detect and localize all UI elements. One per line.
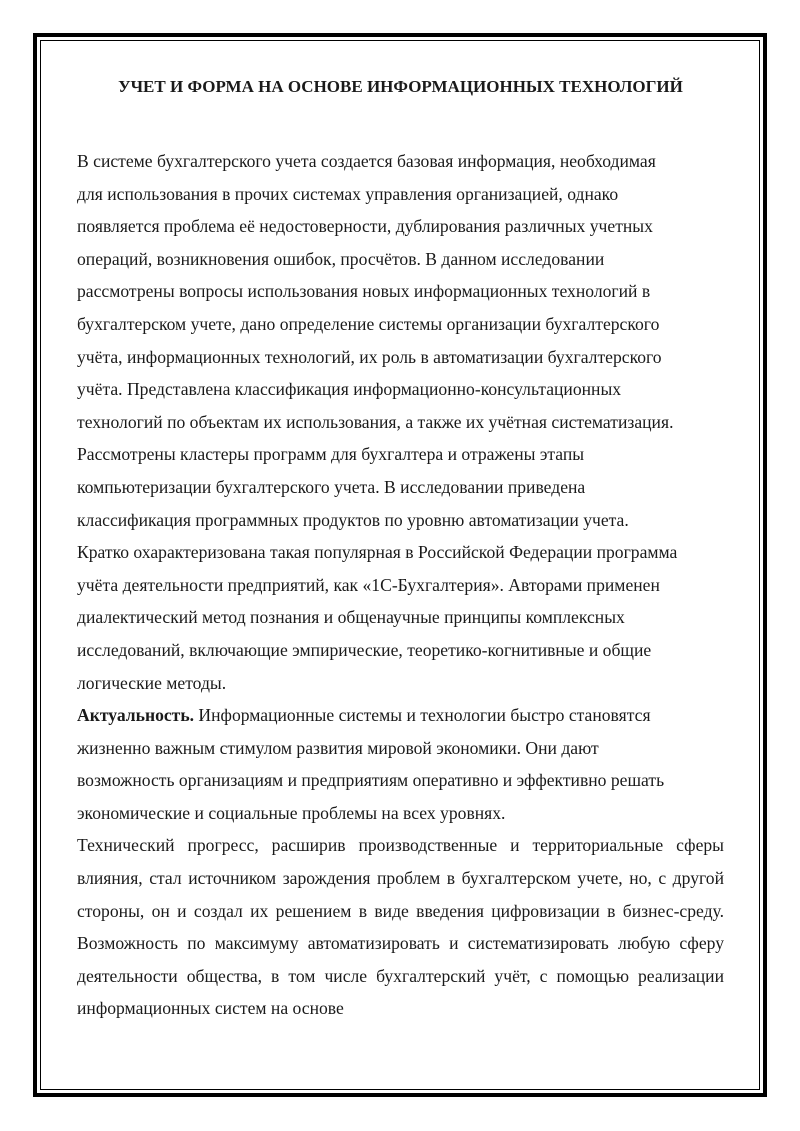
abstract-line: компьютеризации бухгалтерского учета. В исследовании приведена: [77, 476, 586, 497]
abstract-line: В системе бухгалтерского учета создается базовая информация, необходимая: [77, 151, 656, 171]
abstract-line: логические методы.: [77, 672, 227, 693]
abstract-line: появляется проблема её недостоверности, дублирования различных учетных: [77, 216, 653, 237]
abstract-line: для использования в прочих системах управления организацией, однако: [77, 183, 619, 204]
abstract-line: Рассмотрены кластеры программ для бухгалтера и отражены этапы: [77, 444, 585, 465]
relevance-label: Актуальность.: [77, 705, 195, 726]
relevance-line: Информационные системы и технологии быстро становятся: [194, 705, 651, 726]
abstract-line: операций, возникновения ошибок, просчётов. В данном исследовании: [77, 248, 605, 269]
abstract-line: бухгалтерском учете, дано определение системы организации бухгалтерского: [77, 313, 660, 334]
relevance-line: возможность организациям и предприятиям оперативно и эффективно решать: [77, 770, 665, 791]
abstract-line: классификация программных продуктов по уровню автоматизации учета.: [77, 509, 629, 530]
abstract-line: учёта, информационных технологий, их роль в автоматизации бухгалтерского: [77, 346, 662, 367]
document-body: [77, 70, 724, 1025]
abstract-line: Кратко охарактеризована такая популярная в Российской Федерации программа: [77, 542, 678, 563]
document-title: УЧЕТ И ФОРМА НА ОСНОВЕ ИНФОРМАЦИОННЫХ ТЕХНОЛОГИЙ: [118, 77, 683, 96]
abstract-line: исследований, включающие эмпирические, теоретико-когнитивные и общие: [77, 639, 652, 660]
abstract-line: технологий по объектам их использования, а также их учётная систематизация.: [77, 411, 674, 432]
relevance-paragraph: [77, 699, 724, 829]
abstract-line: учёта деятельности предприятий, как «1С-Бухгалтерия». Авторами применен: [77, 574, 660, 595]
abstract-line: диалектический метод познания и общенаучные принципы комплексных: [77, 607, 625, 628]
abstract-line: рассмотрены вопросы использования новых информационных технологий в: [77, 281, 651, 302]
relevance-line: экономические и социальные проблемы на всех уровнях.: [77, 802, 506, 823]
abstract-paragraph: [77, 145, 724, 699]
progress-paragraph: Технический прогресс, расширив производственные и территориальные сферы влияния, стал источником зарождения проблем в бухгалтерском учете, но, с другой стороны, он и создал их решением в виде введения цифровизации в бизнес-среду. Возможность по максимуму автоматизировать и систематизировать любую сферу деятельности общества, в том числе бухгалтерский учёт, с помощью реализации информационных систем на основе: [77, 835, 724, 1019]
abstract-line: учёта. Представлена классификация информационно-консультационных: [77, 379, 622, 400]
relevance-line: жизненно важным стимулом развития мировой экономики. Они дают: [77, 737, 599, 758]
